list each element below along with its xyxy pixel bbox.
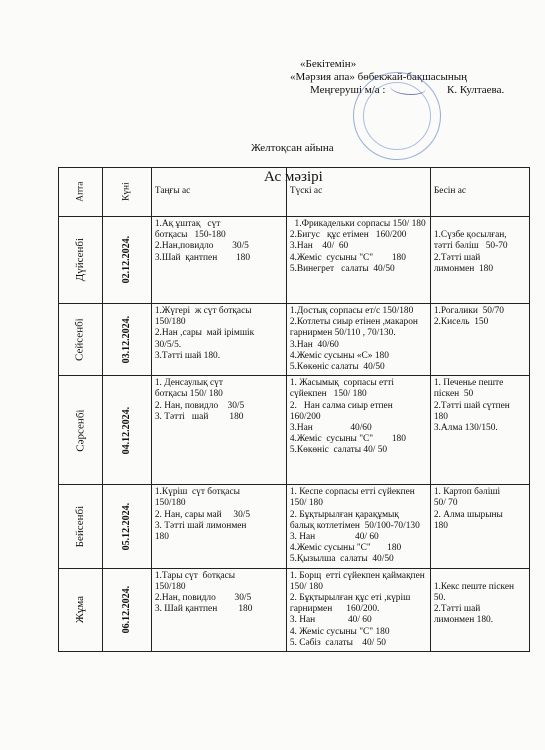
- lunch-item: гарнирмен 50/110 , 70/130.: [289, 328, 396, 339]
- day-name: Бейсенбі: [74, 505, 87, 548]
- lunch-item: 3.Нан 40/ 60: [289, 241, 349, 252]
- day-cell: [59, 217, 103, 304]
- snack-item: [434, 571, 526, 582]
- day-name: Сәрсенбі: [74, 409, 87, 452]
- snack-item: піскен 50: [433, 389, 474, 400]
- breakfast-item: 1.Тары сүт ботқасы: [154, 570, 236, 581]
- lunch-cell: [286, 485, 430, 568]
- table-header-row: [59, 168, 530, 217]
- breakfast-item: 1.Ақ ұштақ сүт: [154, 219, 221, 229]
- lunch-item: 1.Фрикадельки сорпасы 150/ 180: [289, 219, 426, 229]
- day-cell: [59, 485, 103, 568]
- snack-item: [434, 219, 526, 230]
- lunch-item: 4.Жеміс сусыны "С" 180: [289, 434, 406, 445]
- snack-item: 1.Рогалики 50/70: [433, 306, 504, 316]
- header-snack: Бесін ас: [430, 168, 529, 217]
- breakfast-item: 2.Нан,повидло 30/5: [154, 241, 249, 252]
- breakfast-item: 2. Нан, повидло 30/5: [154, 400, 245, 411]
- lunch-item: 3. Нан 40/ 60: [289, 532, 379, 543]
- snack-cell: [430, 217, 529, 304]
- day-cell: [59, 304, 103, 376]
- day-name: Жұма: [74, 596, 87, 624]
- lunch-item: 2.Бигус құс етімен 160/200: [289, 230, 407, 241]
- date-value: 03.12.2024.: [121, 315, 133, 364]
- lunch-item: 5.Қызылша салаты 40/50: [289, 554, 394, 565]
- day-name: Сейсенбі: [74, 318, 87, 361]
- date-cell: [103, 485, 152, 568]
- lunch-item: 5. Сәбіз салаты 40/ 50: [289, 637, 386, 648]
- snack-item: 50/ 70: [433, 498, 458, 509]
- breakfast-item: 2.Нан ,сары май ірімшік: [154, 328, 255, 339]
- table-row: [59, 485, 530, 568]
- lunch-item: 160/200: [289, 411, 321, 422]
- day-cell: [59, 568, 103, 651]
- date-cell: [103, 304, 152, 376]
- header-week: Апта: [59, 168, 103, 217]
- lunch-cell: [286, 217, 430, 304]
- snack-item: 2.Тәтті шай: [433, 252, 481, 263]
- day-name: Дүйсенбі: [74, 238, 87, 282]
- date-value: 02.12.2024.: [121, 236, 133, 284]
- breakfast-item: 150/180: [154, 498, 186, 509]
- snack-cell: [430, 568, 529, 651]
- lunch-cell: [286, 376, 430, 485]
- lunch-item: 2.Котлеты сиыр етінен ,макарон: [289, 317, 418, 328]
- lunch-item: 4.Жеміс сусыны «С» 180: [289, 350, 389, 361]
- table-row: [59, 568, 530, 651]
- breakfast-cell: [151, 217, 286, 304]
- lunch-item: балық котлетімен 50/100-70/130: [289, 520, 420, 531]
- lunch-item: 4.Жеміс сусыны "С" 180: [289, 543, 402, 554]
- header-breakfast: Таңғы ас: [151, 168, 286, 217]
- breakfast-cell: [151, 568, 286, 651]
- date-value: 05.12.2024.: [121, 502, 133, 551]
- breakfast-item: ботқасы 150/ 180: [154, 389, 223, 400]
- snack-item: 1. Картоп бәліші: [433, 487, 501, 498]
- lunch-item: 1.Достық сорпасы ет/с 150/180: [289, 306, 414, 316]
- date-cell: [103, 568, 152, 651]
- snack-item: 1.Сүзбе қосылған,: [433, 230, 507, 241]
- breakfast-cell: [151, 376, 286, 485]
- breakfast-cell: [151, 485, 286, 568]
- snack-item: 50.: [433, 593, 446, 604]
- lunch-item: 1. Кеспе сорпасы етті сүйекпен: [289, 487, 415, 498]
- snack-item: 2.Тәтті шай сүтпен: [433, 400, 510, 411]
- menu-table: [58, 167, 530, 652]
- lunch-item: 2. Нан салма сиыр етпен: [289, 400, 393, 411]
- breakfast-item: 3.Тәтті шай 180.: [154, 350, 221, 361]
- snack-cell: [430, 304, 529, 376]
- date-value: 06.12.2024.: [121, 586, 133, 634]
- approval-position: Меңгеруші м/а :: [310, 84, 386, 96]
- day-cell: [59, 376, 103, 485]
- approval-signer: К. Култаева.: [447, 84, 505, 96]
- snack-item: лимонмен 180: [433, 263, 494, 274]
- snack-cell: [430, 376, 529, 485]
- breakfast-item: 1. Денсаулық сүт: [154, 378, 223, 389]
- snack-item: 180: [433, 520, 448, 531]
- snack-item: 1.Кекс пеште піскен: [433, 581, 515, 592]
- snack-item: 2. Алма шырыны: [433, 509, 503, 520]
- header-date: Күні: [103, 168, 152, 217]
- breakfast-item: 3. Тәтті шай лимонмен: [154, 520, 247, 531]
- breakfast-item: 1.Күріш сүт ботқасы: [154, 487, 240, 498]
- lunch-item: сүйекпен 150/ 180: [289, 389, 367, 400]
- lunch-cell: [286, 304, 430, 376]
- approval-line-1: «Бекітемін»: [300, 58, 357, 70]
- lunch-item: 150/ 180: [289, 498, 323, 509]
- snack-item: 1. Печенье пеште: [433, 378, 504, 389]
- breakfast-item: 150/180: [154, 317, 186, 328]
- lunch-item: 5.Винегрет салаты 40/50: [289, 263, 395, 274]
- lunch-item: 3.Нан 40/60: [289, 339, 339, 350]
- date-value: 04.12.2024.: [121, 406, 133, 454]
- snack-item: лимонмен 180.: [433, 615, 494, 626]
- snack-item: 180: [433, 411, 448, 422]
- lunch-item: 1. Борщ етті сүйекпен қаймақпен: [289, 570, 425, 581]
- breakfast-item: 3. Тәтті шай 180: [154, 411, 244, 422]
- table-row: [59, 376, 530, 485]
- breakfast-item: 3.Шай қантпен 180: [154, 252, 251, 263]
- date-cell: [103, 376, 152, 485]
- lunch-item: 2. Бұқтырылған құс еті ,күріш: [289, 593, 411, 604]
- breakfast-item: 180: [154, 532, 169, 543]
- snack-item: тәтті бәліш 50-70: [433, 241, 508, 252]
- lunch-item: 150/ 180: [289, 581, 323, 592]
- breakfast-item: 3. Шай қантпен 180: [154, 604, 253, 615]
- lunch-item: 5.Көкөніс салаты 40/ 50: [289, 445, 388, 456]
- lunch-cell: [286, 568, 430, 651]
- lunch-item: 2. Бұқтырылған қарақұмық: [289, 509, 399, 520]
- lunch-item: 4. Жеміс сусыны "С" 180: [289, 626, 390, 637]
- breakfast-item: 30/5/5.: [154, 339, 182, 350]
- breakfast-item: ботқасы 150-180: [154, 230, 226, 241]
- breakfast-item: 2. Нан, сары май 30/5: [154, 509, 251, 520]
- breakfast-item: 1.Жүгері ж сүт ботқасы: [154, 306, 252, 316]
- lunch-item: 3.Нан 40/60: [289, 423, 372, 434]
- snack-item: 3.Алма 130/150.: [433, 423, 498, 434]
- approval-line-2: «Мәрзия апа» бөбекжай-бақшасының: [290, 71, 468, 83]
- header-lunch: Түскі ас: [286, 168, 430, 217]
- table-row: [59, 304, 530, 376]
- snack-cell: [430, 485, 529, 568]
- lunch-item: 4.Жеміс сусыны "С" 180: [289, 252, 406, 263]
- lunch-item: 5.Көкөніс салаты 40/50: [289, 362, 385, 373]
- breakfast-item: 150/180: [154, 581, 186, 592]
- lunch-item: гарнирмен 160/200.: [289, 604, 380, 615]
- snack-item: 2.Кисель 150: [433, 317, 489, 328]
- page-title: Ас мәзірі: [264, 169, 323, 185]
- lunch-item: 1. Жасымық сорпасы етті: [289, 378, 394, 389]
- table-row: [59, 217, 530, 304]
- date-cell: [103, 217, 152, 304]
- breakfast-cell: [151, 304, 286, 376]
- month-label: Желтоқсан айына: [251, 142, 334, 154]
- lunch-item: 3. Нан 40/ 60: [289, 615, 372, 626]
- breakfast-item: 2.Нан, повидло 30/5: [154, 593, 252, 604]
- snack-item: 2.Тәтті шай: [433, 604, 481, 615]
